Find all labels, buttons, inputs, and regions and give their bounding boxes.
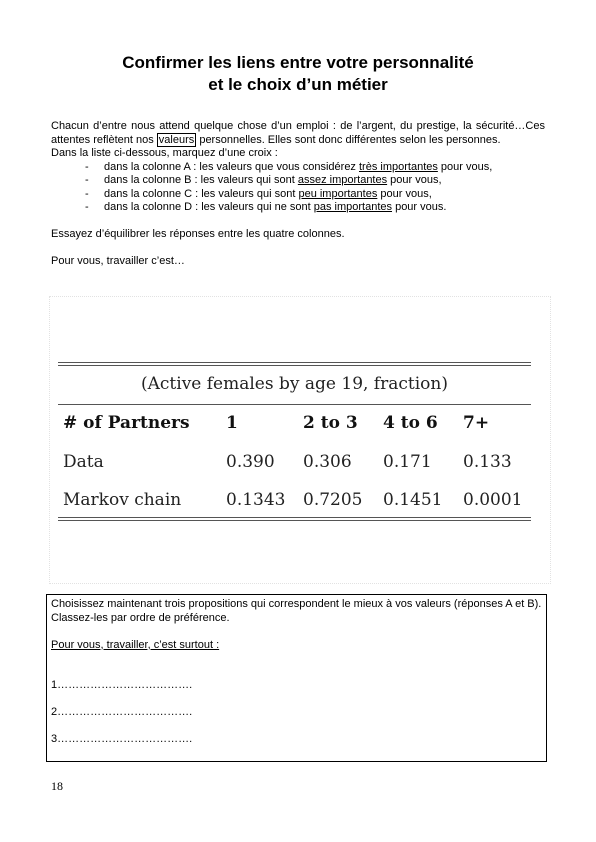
table-top-rule-2 — [58, 365, 531, 366]
answer-prompt: Pour vous, travailler, c’est surtout : — [51, 638, 220, 651]
intro-text — [51, 120, 545, 269]
row-label-data: Data — [63, 452, 104, 472]
page-title — [0, 52, 596, 96]
header-7-plus: 7+ — [463, 413, 490, 433]
markov-cell-1: 0.1343 — [226, 490, 286, 510]
instruction-line: Dans la liste ci-dessous, marquez d’une croix : — [51, 147, 278, 159]
markov-cell-4: 0.0001 — [463, 490, 523, 510]
table-bottom-rule-2 — [58, 520, 531, 521]
table-figure — [49, 296, 551, 584]
valeurs-boxed-word: valeurs — [158, 133, 195, 146]
column-d-item: - dans la colonne D : les valeurs qui ne sont pas importantes pour vous. — [85, 201, 545, 215]
balance-note: Essayez d’équilibrer les réponses entre les quatre colonnes. — [51, 228, 345, 240]
table-caption: (Active females by age 19, fraction) — [141, 374, 448, 394]
table-top-rule — [58, 362, 531, 363]
header-1: 1 — [226, 413, 238, 433]
data-cell-4: 0.133 — [463, 452, 512, 472]
row-label-markov: Markov chain — [63, 490, 182, 510]
column-list — [51, 161, 545, 215]
column-c-item: - dans la colonne C : les valeurs qui sont peu importantes pour vous, — [85, 188, 545, 202]
header-4-to-6: 4 to 6 — [383, 413, 438, 433]
data-cell-3: 0.171 — [383, 452, 432, 472]
data-cell-1: 0.390 — [226, 452, 275, 472]
page-number: 18 — [51, 779, 63, 793]
table-caption-rule — [58, 404, 531, 405]
column-b-item: - dans la colonne B : les valeurs qui sont assez importantes pour vous, — [85, 174, 545, 188]
column-a-item: - dans la colonne A : les valeurs que vous considérez très importantes pour vous, — [85, 161, 545, 175]
answer-line-1[interactable]: 1………………………………. — [51, 679, 193, 691]
title-line-2: et le choix d’un métier — [208, 75, 388, 94]
answer-line-2[interactable]: 2………………………………. — [51, 706, 193, 718]
header-2-to-3: 2 to 3 — [303, 413, 358, 433]
answer-instruction: Choisissez maintenant trois propositions qui correspondent le mieux à vos valeurs (réponses A et B). Classez-les par ordre de préférence. — [51, 598, 542, 624]
header-partners: # of Partners — [63, 413, 190, 433]
answer-line-3[interactable]: 3………………………………. — [51, 733, 193, 745]
markov-cell-3: 0.1451 — [383, 490, 443, 510]
intro-paragraph: Chacun d’entre nous attend quelque chose d’un emploi : de l’argent, du prestige, la sécurité…Ces attentes reflètent nos valeurs personnelles. Elles sont donc différentes selon les personnes. — [51, 120, 545, 146]
data-cell-2: 0.306 — [303, 452, 352, 472]
answer-box — [46, 594, 547, 762]
question-lead: Pour vous, travailler c’est… — [51, 255, 185, 267]
title-line-1: Confirmer les liens entre votre personnalité — [122, 53, 474, 72]
markov-cell-2: 0.7205 — [303, 490, 363, 510]
table-bottom-rule — [58, 517, 531, 518]
